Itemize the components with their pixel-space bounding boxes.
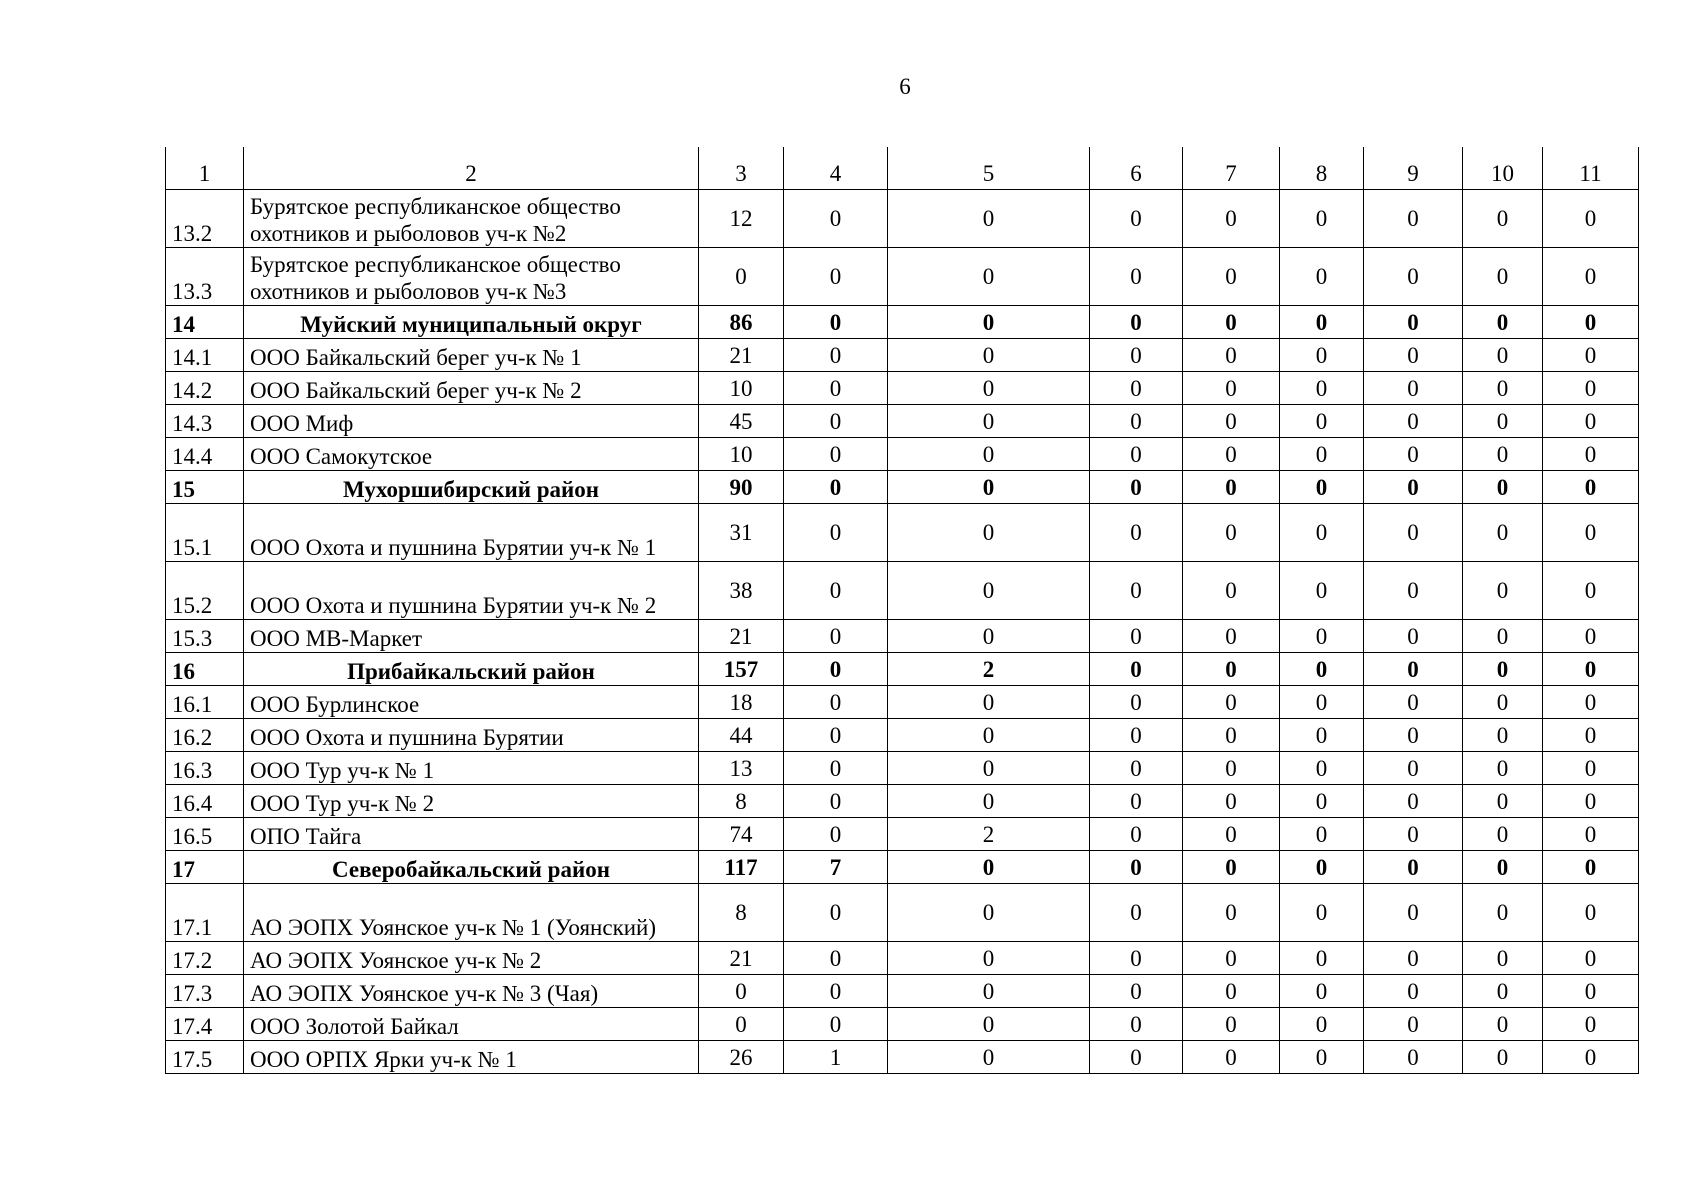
table-row <box>166 1008 1639 1041</box>
value-cell: 10 <box>699 438 784 471</box>
organization-name-cell: Бурятское республиканское общество охотников и рыболовов уч-к №3 <box>244 248 699 306</box>
value-cell: 0 <box>784 562 888 620</box>
organization-name-cell: ООО МВ-Маркет <box>244 620 699 653</box>
value-cell: 0 <box>1364 818 1463 851</box>
value-cell: 0 <box>1543 785 1639 818</box>
value-cell: 0 <box>888 190 1090 248</box>
value-cell: 0 <box>1364 405 1463 438</box>
value-cell: 0 <box>1280 752 1364 785</box>
value-cell: 0 <box>1090 719 1183 752</box>
row-number-cell: 16.1 <box>166 686 244 719</box>
value-cell: 0 <box>1183 752 1280 785</box>
header-row <box>166 147 1639 190</box>
value-cell: 0 <box>1364 620 1463 653</box>
value-cell: 0 <box>888 975 1090 1008</box>
value-cell: 0 <box>1543 1041 1639 1074</box>
row-number-cell: 16.3 <box>166 752 244 785</box>
value-cell: 0 <box>1090 752 1183 785</box>
value-cell: 0 <box>1183 686 1280 719</box>
row-number-cell: 14.2 <box>166 372 244 405</box>
value-cell: 0 <box>784 942 888 975</box>
value-cell: 44 <box>699 719 784 752</box>
row-number-cell: 17.2 <box>166 942 244 975</box>
value-cell: 2 <box>888 818 1090 851</box>
value-cell: 0 <box>1280 438 1364 471</box>
value-cell: 0 <box>1543 818 1639 851</box>
table-row <box>166 248 1639 306</box>
value-cell: 0 <box>784 975 888 1008</box>
value-cell: 0 <box>1090 248 1183 306</box>
district-name-cell: Муйский муниципальный округ <box>244 306 699 339</box>
value-cell: 0 <box>888 1041 1090 1074</box>
value-cell: 0 <box>1280 339 1364 372</box>
table-row <box>166 438 1639 471</box>
group-row <box>166 851 1639 884</box>
value-cell: 0 <box>784 504 888 562</box>
value-cell: 0 <box>1543 405 1639 438</box>
district-name-cell: Северобайкальский район <box>244 851 699 884</box>
value-cell: 0 <box>1183 471 1280 504</box>
value-cell: 12 <box>699 190 784 248</box>
table-row <box>166 719 1639 752</box>
value-cell: 0 <box>888 620 1090 653</box>
organization-name-cell: ООО Охота и пушнина Бурятии <box>244 719 699 752</box>
value-cell: 7 <box>784 851 888 884</box>
value-cell: 0 <box>784 248 888 306</box>
value-cell: 0 <box>1543 686 1639 719</box>
table-row <box>166 339 1639 372</box>
value-cell: 0 <box>1090 405 1183 438</box>
value-cell: 21 <box>699 620 784 653</box>
row-number-cell: 15.1 <box>166 504 244 562</box>
value-cell: 0 <box>1183 248 1280 306</box>
value-cell: 0 <box>1280 562 1364 620</box>
value-cell: 0 <box>1090 884 1183 942</box>
value-cell: 0 <box>1280 719 1364 752</box>
row-number-cell: 16.2 <box>166 719 244 752</box>
table-row <box>166 884 1639 942</box>
value-cell: 0 <box>1280 1041 1364 1074</box>
value-cell: 0 <box>1364 471 1463 504</box>
value-cell: 0 <box>1280 405 1364 438</box>
value-cell: 0 <box>1364 1041 1463 1074</box>
value-cell: 0 <box>1364 248 1463 306</box>
value-cell: 0 <box>1183 884 1280 942</box>
table-body <box>166 147 1639 1074</box>
table-row <box>166 686 1639 719</box>
value-cell: 0 <box>1463 851 1543 884</box>
table-row <box>166 190 1639 248</box>
value-cell: 0 <box>1090 306 1183 339</box>
row-number-cell: 14.4 <box>166 438 244 471</box>
value-cell: 0 <box>1463 942 1543 975</box>
value-cell: 0 <box>888 306 1090 339</box>
value-cell: 0 <box>1364 372 1463 405</box>
value-cell: 0 <box>1090 942 1183 975</box>
value-cell: 0 <box>1090 686 1183 719</box>
value-cell: 0 <box>1543 719 1639 752</box>
table-row <box>166 562 1639 620</box>
value-cell: 0 <box>1280 785 1364 818</box>
value-cell: 0 <box>1183 339 1280 372</box>
header-cell: 2 <box>244 147 699 190</box>
value-cell: 0 <box>1543 339 1639 372</box>
row-number-cell: 16 <box>166 653 244 686</box>
row-number-cell: 13.2 <box>166 190 244 248</box>
value-cell: 0 <box>1543 438 1639 471</box>
value-cell: 0 <box>1183 405 1280 438</box>
value-cell: 0 <box>888 1008 1090 1041</box>
value-cell: 45 <box>699 405 784 438</box>
value-cell: 0 <box>1183 851 1280 884</box>
value-cell: 0 <box>784 785 888 818</box>
value-cell: 0 <box>1463 719 1543 752</box>
organization-name-cell: ООО Охота и пушнина Бурятии уч-к № 1 <box>244 504 699 562</box>
value-cell: 0 <box>1090 562 1183 620</box>
value-cell: 0 <box>1090 620 1183 653</box>
value-cell: 157 <box>699 653 784 686</box>
value-cell: 0 <box>1364 306 1463 339</box>
value-cell: 0 <box>1280 248 1364 306</box>
value-cell: 0 <box>888 719 1090 752</box>
value-cell: 0 <box>1090 653 1183 686</box>
row-number-cell: 15.2 <box>166 562 244 620</box>
value-cell: 0 <box>1280 1008 1364 1041</box>
value-cell: 0 <box>1183 306 1280 339</box>
group-row <box>166 653 1639 686</box>
organization-name-cell: АО ЭОПХ Уоянское уч-к № 2 <box>244 942 699 975</box>
value-cell: 21 <box>699 339 784 372</box>
value-cell: 0 <box>1090 1041 1183 1074</box>
value-cell: 0 <box>1543 620 1639 653</box>
value-cell: 0 <box>1463 339 1543 372</box>
value-cell: 0 <box>699 1008 784 1041</box>
value-cell: 86 <box>699 306 784 339</box>
value-cell: 0 <box>1543 248 1639 306</box>
data-table <box>165 147 1639 1074</box>
row-number-cell: 17.3 <box>166 975 244 1008</box>
value-cell: 0 <box>1183 818 1280 851</box>
value-cell: 0 <box>1463 372 1543 405</box>
value-cell: 0 <box>784 752 888 785</box>
value-cell: 0 <box>1090 190 1183 248</box>
district-name-cell: Прибайкальский район <box>244 653 699 686</box>
row-number-cell: 15 <box>166 471 244 504</box>
value-cell: 0 <box>1280 818 1364 851</box>
value-cell: 0 <box>1183 785 1280 818</box>
value-cell: 0 <box>1463 818 1543 851</box>
row-number-cell: 17 <box>166 851 244 884</box>
value-cell: 0 <box>888 248 1090 306</box>
value-cell: 0 <box>1364 190 1463 248</box>
value-cell: 0 <box>1463 686 1543 719</box>
value-cell: 0 <box>888 471 1090 504</box>
value-cell: 0 <box>784 686 888 719</box>
value-cell: 0 <box>1280 471 1364 504</box>
row-number-cell: 17.4 <box>166 1008 244 1041</box>
value-cell: 0 <box>1183 1041 1280 1074</box>
value-cell: 0 <box>1364 653 1463 686</box>
value-cell: 0 <box>1543 851 1639 884</box>
value-cell: 0 <box>1463 562 1543 620</box>
value-cell: 0 <box>1090 818 1183 851</box>
value-cell: 1 <box>784 1041 888 1074</box>
value-cell: 0 <box>1183 653 1280 686</box>
value-cell: 0 <box>1463 752 1543 785</box>
table-row <box>166 942 1639 975</box>
value-cell: 0 <box>1183 719 1280 752</box>
organization-name-cell: ООО Миф <box>244 405 699 438</box>
value-cell: 8 <box>699 884 784 942</box>
value-cell: 0 <box>784 306 888 339</box>
value-cell: 0 <box>888 372 1090 405</box>
table-row <box>166 620 1639 653</box>
value-cell: 0 <box>888 562 1090 620</box>
row-number-cell: 15.3 <box>166 620 244 653</box>
value-cell: 74 <box>699 818 784 851</box>
value-cell: 0 <box>1463 785 1543 818</box>
value-cell: 10 <box>699 372 784 405</box>
header-cell: 5 <box>888 147 1090 190</box>
value-cell: 0 <box>1463 248 1543 306</box>
value-cell: 0 <box>784 405 888 438</box>
table-row <box>166 818 1639 851</box>
value-cell: 0 <box>1364 339 1463 372</box>
value-cell: 0 <box>1463 884 1543 942</box>
value-cell: 0 <box>1364 752 1463 785</box>
value-cell: 0 <box>1090 339 1183 372</box>
value-cell: 8 <box>699 785 784 818</box>
value-cell: 0 <box>1364 1008 1463 1041</box>
value-cell: 31 <box>699 504 784 562</box>
value-cell: 0 <box>784 653 888 686</box>
value-cell: 0 <box>1280 686 1364 719</box>
value-cell: 0 <box>888 339 1090 372</box>
value-cell: 0 <box>699 248 784 306</box>
value-cell: 0 <box>1090 975 1183 1008</box>
value-cell: 0 <box>1543 884 1639 942</box>
table-row <box>166 975 1639 1008</box>
header-cell: 4 <box>784 147 888 190</box>
row-number-cell: 16.5 <box>166 818 244 851</box>
value-cell: 0 <box>1090 851 1183 884</box>
value-cell: 0 <box>1090 504 1183 562</box>
organization-name-cell: ООО Самокутское <box>244 438 699 471</box>
organization-name-cell: АО ЭОПХ Уоянское уч-к № 1 (Уоянский) <box>244 884 699 942</box>
value-cell: 0 <box>1543 504 1639 562</box>
value-cell: 0 <box>888 785 1090 818</box>
value-cell: 0 <box>1280 884 1364 942</box>
value-cell: 0 <box>1280 372 1364 405</box>
value-cell: 21 <box>699 942 784 975</box>
organization-name-cell: ООО Тур уч-к № 1 <box>244 752 699 785</box>
value-cell: 0 <box>1280 851 1364 884</box>
table-row <box>166 504 1639 562</box>
value-cell: 0 <box>1090 471 1183 504</box>
row-number-cell: 13.3 <box>166 248 244 306</box>
value-cell: 0 <box>784 471 888 504</box>
value-cell: 0 <box>1364 438 1463 471</box>
value-cell: 0 <box>888 405 1090 438</box>
value-cell: 0 <box>1364 719 1463 752</box>
row-number-cell: 14.1 <box>166 339 244 372</box>
value-cell: 0 <box>1090 438 1183 471</box>
value-cell: 0 <box>1183 1008 1280 1041</box>
group-row <box>166 471 1639 504</box>
value-cell: 0 <box>1463 190 1543 248</box>
district-name-cell: Мухоршибирский район <box>244 471 699 504</box>
value-cell: 0 <box>784 884 888 942</box>
value-cell: 0 <box>1183 620 1280 653</box>
organization-name-cell: ООО Байкальский берег уч-к № 2 <box>244 372 699 405</box>
value-cell: 0 <box>888 942 1090 975</box>
value-cell: 0 <box>1463 975 1543 1008</box>
organization-name-cell: ОПО Тайга <box>244 818 699 851</box>
value-cell: 0 <box>1463 653 1543 686</box>
value-cell: 0 <box>1543 942 1639 975</box>
value-cell: 0 <box>888 752 1090 785</box>
value-cell: 0 <box>1543 1008 1639 1041</box>
value-cell: 0 <box>1280 620 1364 653</box>
page-number: 6 <box>899 74 911 99</box>
value-cell: 0 <box>888 504 1090 562</box>
header-cell: 3 <box>699 147 784 190</box>
value-cell: 0 <box>1090 785 1183 818</box>
value-cell: 0 <box>699 975 784 1008</box>
value-cell: 0 <box>784 339 888 372</box>
value-cell: 0 <box>1280 653 1364 686</box>
value-cell: 0 <box>1463 405 1543 438</box>
value-cell: 0 <box>1364 975 1463 1008</box>
value-cell: 0 <box>888 686 1090 719</box>
organization-name-cell: ООО ОРПХ Ярки уч-к № 1 <box>244 1041 699 1074</box>
value-cell: 0 <box>1463 620 1543 653</box>
value-cell: 0 <box>1183 562 1280 620</box>
value-cell: 0 <box>1090 1008 1183 1041</box>
value-cell: 0 <box>1280 942 1364 975</box>
value-cell: 0 <box>1183 372 1280 405</box>
table-row <box>166 785 1639 818</box>
header-cell: 9 <box>1364 147 1463 190</box>
value-cell: 0 <box>784 372 888 405</box>
value-cell: 0 <box>1183 942 1280 975</box>
value-cell: 0 <box>1543 372 1639 405</box>
value-cell: 0 <box>1364 504 1463 562</box>
value-cell: 0 <box>1090 372 1183 405</box>
value-cell: 0 <box>1463 438 1543 471</box>
organization-name-cell: Бурятское республиканское общество охотников и рыболовов уч-к №2 <box>244 190 699 248</box>
value-cell: 0 <box>1463 471 1543 504</box>
value-cell: 0 <box>784 1008 888 1041</box>
organization-name-cell: ООО Тур уч-к № 2 <box>244 785 699 818</box>
value-cell: 13 <box>699 752 784 785</box>
value-cell: 0 <box>1280 504 1364 562</box>
value-cell: 18 <box>699 686 784 719</box>
value-cell: 0 <box>1364 942 1463 975</box>
value-cell: 0 <box>1183 975 1280 1008</box>
value-cell: 0 <box>1364 851 1463 884</box>
value-cell: 0 <box>1543 653 1639 686</box>
value-cell: 0 <box>784 620 888 653</box>
organization-name-cell: ООО Байкальский берег уч-к № 1 <box>244 339 699 372</box>
value-cell: 0 <box>1463 1041 1543 1074</box>
value-cell: 0 <box>1364 686 1463 719</box>
value-cell: 0 <box>1280 975 1364 1008</box>
value-cell: 0 <box>1280 190 1364 248</box>
value-cell: 90 <box>699 471 784 504</box>
value-cell: 0 <box>1463 306 1543 339</box>
value-cell: 0 <box>1364 785 1463 818</box>
header-cell: 8 <box>1280 147 1364 190</box>
value-cell: 0 <box>1183 190 1280 248</box>
table-row <box>166 1041 1639 1074</box>
value-cell: 0 <box>1364 562 1463 620</box>
table-row <box>166 752 1639 785</box>
group-row <box>166 306 1639 339</box>
value-cell: 0 <box>888 884 1090 942</box>
value-cell: 0 <box>1543 562 1639 620</box>
value-cell: 0 <box>1543 752 1639 785</box>
table-row <box>166 372 1639 405</box>
value-cell: 0 <box>784 438 888 471</box>
organization-name-cell: ООО Охота и пушнина Бурятии уч-к № 2 <box>244 562 699 620</box>
row-number-cell: 17.5 <box>166 1041 244 1074</box>
row-number-cell: 16.4 <box>166 785 244 818</box>
row-number-cell: 17.1 <box>166 884 244 942</box>
value-cell: 117 <box>699 851 784 884</box>
organization-name-cell: ООО Золотой Байкал <box>244 1008 699 1041</box>
header-cell: 7 <box>1183 147 1280 190</box>
header-cell: 10 <box>1463 147 1543 190</box>
header-cell: 6 <box>1090 147 1183 190</box>
value-cell: 0 <box>1463 504 1543 562</box>
value-cell: 2 <box>888 653 1090 686</box>
value-cell: 0 <box>1543 471 1639 504</box>
value-cell: 0 <box>1543 190 1639 248</box>
value-cell: 0 <box>1183 504 1280 562</box>
organization-name-cell: АО ЭОПХ Уоянское уч-к № 3 (Чая) <box>244 975 699 1008</box>
value-cell: 0 <box>784 818 888 851</box>
header-cell: 1 <box>166 147 244 190</box>
value-cell: 0 <box>1543 975 1639 1008</box>
row-number-cell: 14.3 <box>166 405 244 438</box>
organization-name-cell: ООО Бурлинское <box>244 686 699 719</box>
value-cell: 0 <box>1183 438 1280 471</box>
value-cell: 0 <box>1280 306 1364 339</box>
value-cell: 0 <box>888 851 1090 884</box>
header-cell: 11 <box>1543 147 1639 190</box>
value-cell: 26 <box>699 1041 784 1074</box>
table-row <box>166 405 1639 438</box>
value-cell: 0 <box>888 438 1090 471</box>
value-cell: 0 <box>784 719 888 752</box>
value-cell: 0 <box>1543 306 1639 339</box>
value-cell: 0 <box>1364 884 1463 942</box>
value-cell: 0 <box>1463 1008 1543 1041</box>
row-number-cell: 14 <box>166 306 244 339</box>
value-cell: 38 <box>699 562 784 620</box>
value-cell: 0 <box>784 190 888 248</box>
